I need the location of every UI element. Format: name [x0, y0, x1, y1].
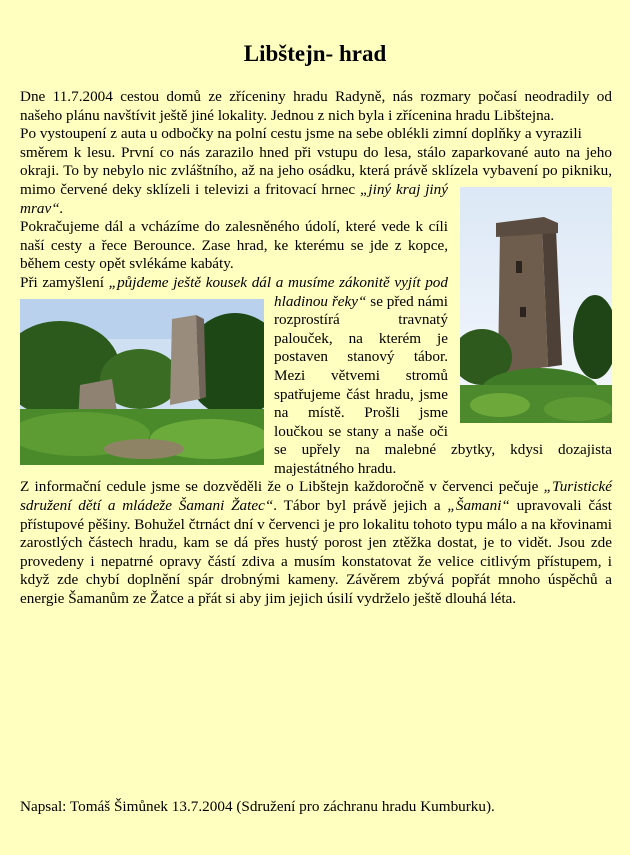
- paragraph-5-start: Z informační cedule jsme se dozvěděli že o Libštejn každoročně v červenci pečuje: [20, 478, 544, 496]
- paragraph-5: [20, 478, 612, 608]
- paragraph-2a: Po vystoupení z auta u odbočky na polní cestu jsme na sebe oblékli zimní doplňky a vyrazili: [20, 125, 582, 143]
- paragraph-4-rest: se před námi rozprostírá travnatý palouček, na kterém je postaven stanový tábor. Mezi větvemi stromů spatřujeme část hradu, jsme na místě. Prošli jsme loučkou se stany a naše oči se upřely na malebné zbytky, kdysi dozajista majestátného hradu.: [274, 292, 612, 477]
- quote-jiny-kraj: „jiný kraj jiný mrav“.: [20, 180, 448, 217]
- quote-pujdeme: „půjdeme ještě kousek dál a musíme zákonitě vyjít pod hladinou řeky“: [108, 273, 448, 310]
- article-body: [20, 88, 612, 609]
- quote-samani: „Šamani“: [447, 497, 510, 515]
- paragraph-3: Pokračujeme dál a vcházíme do zalesněného údolí, které vede k cíli naší cesty a řece Berounce. Zase hrad, ke kterému se jde z kopce, během cesty opět svlékáme kabáty.: [20, 218, 448, 273]
- castle-ruins-photo: [20, 299, 264, 465]
- paragraph-5-mid: . Tábor byl právě jejich a: [273, 497, 448, 515]
- castle-ruins-image: [20, 299, 264, 465]
- paragraph-4-start: Při zamyšlení: [20, 273, 109, 291]
- paragraph-1: Dne 11.7.2004 cestou domů ze zříceniny hradu Radyně, nás rozmary počasí neodradily od našeho plánu navštívit ještě jiné lokality. Jednou z nich byla i zřícenina hradu Libštejna.: [20, 88, 612, 124]
- castle-tower-image: [460, 187, 612, 423]
- castle-tower-photo: [460, 187, 612, 423]
- author-signature: Napsal: Tomáš Šimůnek 13.7.2004 (Sdružení pro záchranu hradu Kumburku).: [20, 798, 495, 815]
- paragraph-2b-text: směrem k lesu. První co nás zarazilo hned při vstupu do lesa, stálo zaparkované auto na jeho okraji. To by nebylo nic zvláštního, až na jeho osádku, která právě sklízela vybavení po pikniku, mimo červené deky sklízeli i televizi a fritovací hrnec: [20, 143, 612, 198]
- quote-samani-zatec: „Turistické sdružení dětí a mládeže Šamani Žatec“: [20, 478, 612, 515]
- paragraph-2b: [20, 144, 612, 218]
- page-title: Libštejn- hrad: [243, 41, 387, 66]
- paragraph-5-rest: upravovali část přístupové pěšiny. Bohužel čtrnáct dní v červenci je pro lokalitu tohoto typu málo a na křovinami zarostlých částech hradu, kam se dá přes hustý porost jen ztěžka dostat, je to vidět. Jsou zde provedeny i nepatrné opravy částí zdiva a musím konstatovat že velice citlivým přístupem, i když zde chybí doplnění spár drobnými kameny. Závěrem zbývá popřát mnoho úspěchů a energie Šamanům ze Žatce a přát si aby jim jejich úsilí vydrželo ještě dlouhá léta.: [20, 497, 613, 608]
